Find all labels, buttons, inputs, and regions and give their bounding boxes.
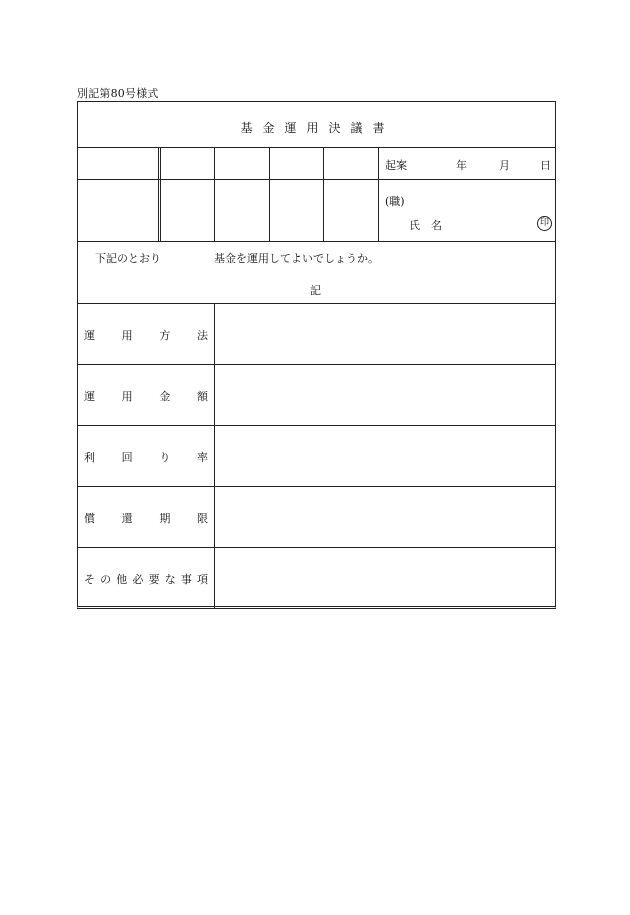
label-char: 法 [196,329,208,342]
label-char: 金 [159,390,171,403]
row-label-yield [84,449,208,465]
label-char: な [164,573,176,586]
label-char: 利 [84,451,95,464]
form-title: 基金運用決議書 [240,121,395,135]
day-label: 日 [540,159,551,172]
label-char: 限 [196,512,208,525]
year-label: 年 [456,159,467,172]
label-char: 期 [159,512,171,525]
label-char: り [159,451,171,464]
label-char: そ [84,573,95,586]
label-char: 運 [84,329,95,342]
divider [323,147,324,241]
label-char: 事 [180,573,192,586]
row-label-maturity [84,510,208,526]
label-char: 償 [84,512,95,525]
resolution-form [77,101,556,609]
divider [378,147,379,241]
row-value-method[interactable] [216,304,555,364]
divider [269,147,270,241]
name-label: 氏 名 [409,219,442,232]
ki-label: 記 [310,284,321,297]
row-label-amount [84,388,208,404]
label-char: 率 [196,451,208,464]
notice-text-after: 基金を運用してよいでしょうか。 [214,252,379,265]
divider [78,241,555,242]
divider [214,303,215,609]
seal-icon: 印 [537,216,552,231]
row-label-other [84,571,208,587]
form-number: 別記第80号様式 [77,87,159,100]
label-char: 他 [116,573,128,586]
label-char: 方 [159,329,171,342]
label-char: 還 [121,512,133,525]
label-char: 項 [196,573,208,586]
label-char: 運 [84,390,95,403]
label-char: 用 [121,390,133,403]
divider [158,147,161,241]
label-char: 必 [132,573,144,586]
row-value-other[interactable] [216,548,555,606]
row-value-amount[interactable] [216,365,555,425]
row-value-maturity[interactable] [216,487,555,547]
approval-stamp-cell[interactable] [78,148,158,241]
label-char: 回 [121,451,133,464]
divider [214,147,215,241]
label-char: の [100,573,112,586]
month-label: 月 [499,159,510,172]
row-value-yield[interactable] [216,426,555,486]
label-char: 要 [148,573,160,586]
row-label-method [84,327,208,343]
label-char: 額 [196,390,208,403]
shoku-label: (職) [385,195,405,208]
label-char: 用 [121,329,133,342]
kian-label: 起案 [385,159,407,172]
notice-text-before: 下記のとおり [95,252,161,265]
